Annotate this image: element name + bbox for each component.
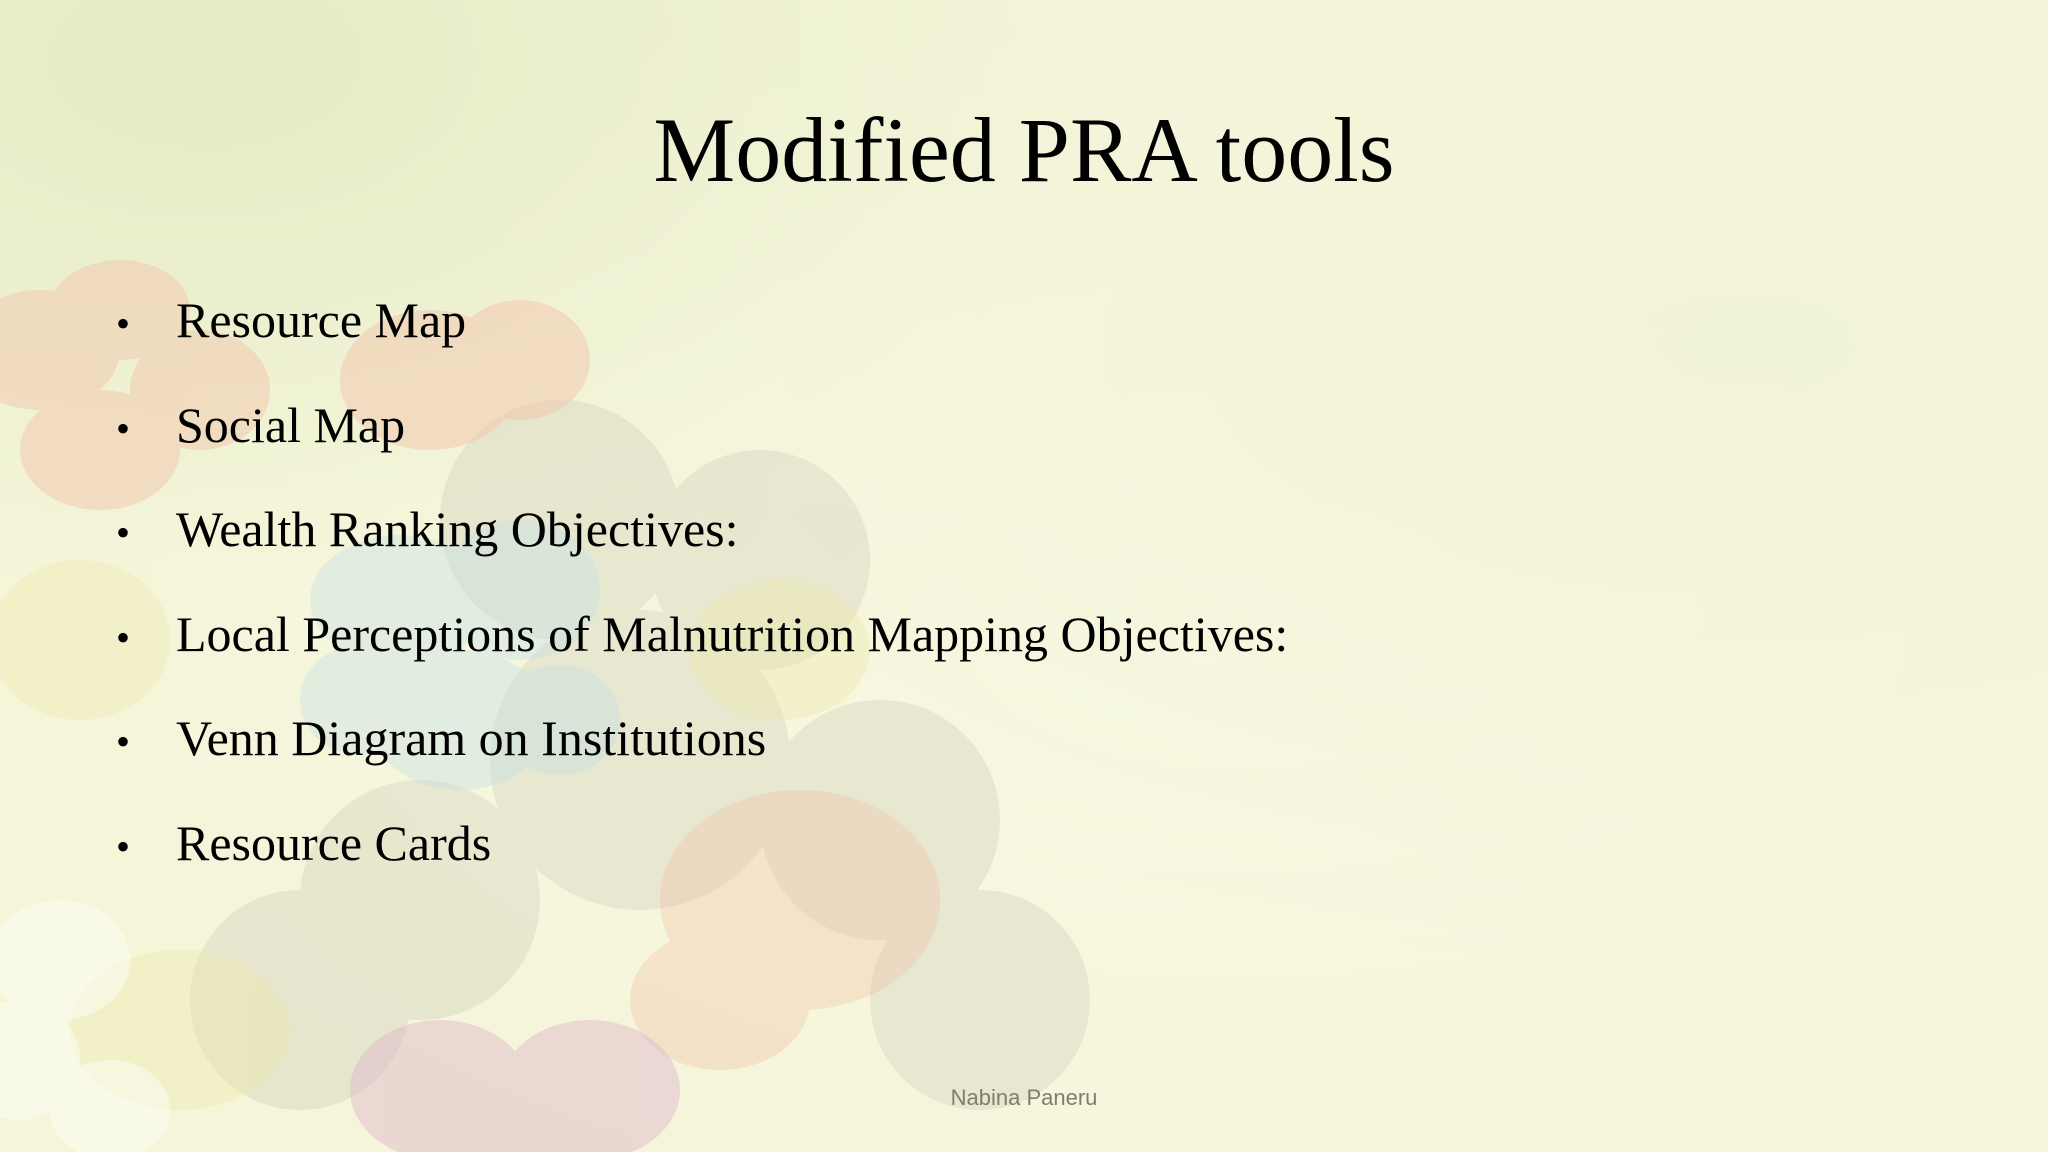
list-item bbox=[116, 813, 1288, 918]
list-item bbox=[116, 708, 1288, 813]
slide-footer-author: Nabina Paneru bbox=[950, 1085, 1098, 1110]
bullet-text: Resource Map bbox=[176, 292, 467, 348]
list-item bbox=[116, 395, 1288, 500]
list-item bbox=[116, 499, 1288, 604]
bullet-text: Wealth Ranking Objectives: bbox=[176, 501, 739, 557]
bullet-icon: • bbox=[116, 823, 131, 869]
bullet-icon: • bbox=[116, 301, 131, 346]
bullet-icon: • bbox=[116, 405, 131, 451]
bullet-text: Local Perceptions of Malnutrition Mapping Objectives: bbox=[176, 605, 1289, 662]
bullet-icon: • bbox=[116, 510, 131, 555]
bullet-list bbox=[116, 290, 1288, 917]
list-item bbox=[116, 290, 1288, 395]
bullet-icon: • bbox=[116, 614, 131, 660]
bullet-text: Resource Cards bbox=[176, 814, 492, 871]
bullet-text: Social Map bbox=[176, 396, 406, 453]
bullet-text: Venn Diagram on Institutions bbox=[176, 710, 767, 766]
slide-title: Modified PRA tools bbox=[653, 99, 1395, 201]
bullet-icon: • bbox=[116, 719, 131, 764]
list-item bbox=[116, 604, 1288, 709]
